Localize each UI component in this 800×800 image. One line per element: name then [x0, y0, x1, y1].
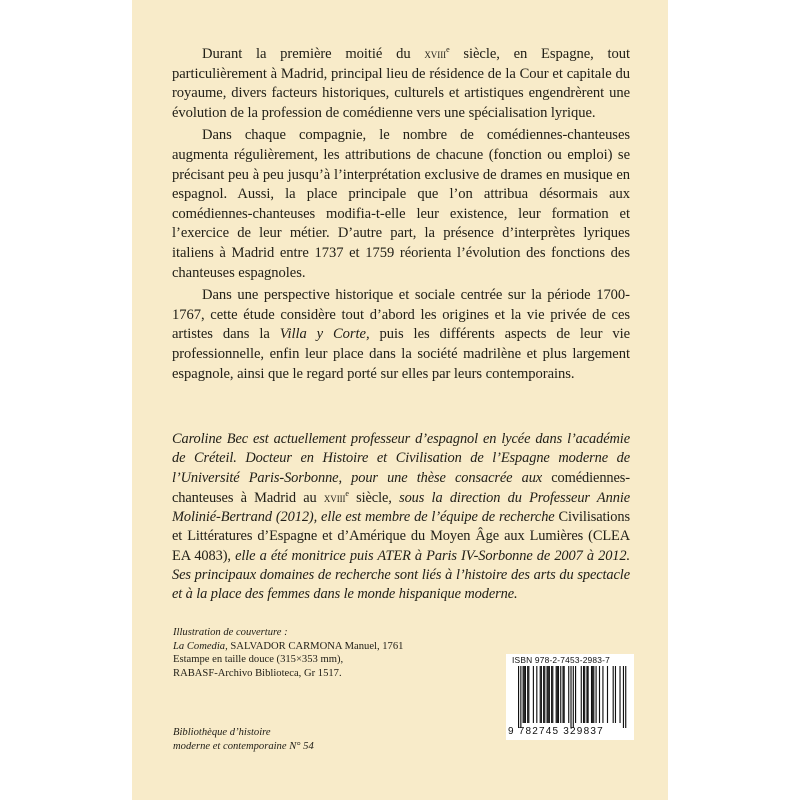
barcode-bar	[536, 666, 537, 723]
barcode-bar	[625, 666, 626, 728]
barcode-bar	[584, 666, 585, 723]
isbn-label: ISBN 978-2-7453-2983-7	[512, 655, 610, 665]
barcode-bar	[543, 666, 544, 723]
barcode-bar	[528, 666, 529, 723]
barcode-bar	[524, 666, 525, 723]
barcode-bar	[602, 666, 603, 723]
barcode-bar	[575, 666, 576, 723]
barcode-bar	[564, 666, 565, 723]
barcode-bar	[560, 666, 561, 723]
barcode-bar	[586, 666, 587, 723]
collection-name: Bibliothèque d’histoire moderne et contemporaine N° 54	[173, 727, 314, 752]
summary-paragraph-2: Dans chaque compagnie, le nombre de comédiennes-chanteuses augmenta régulièrement, les attributions de chacune (fonction ou emploi) se précisant peu à peu jusqu’à l’interprétation exclusive de drames en musique en espagnol. Aussi, la place principale que l’on attribua désormais aux comédiennes-chanteuses modifia-t-elle leur existence, leur formation et l’exercice de leur métier. D’autre part, la présence d’interprètes lyriques italiens à Madrid entre 1737 et 1759 réorienta l’évolution des fonctions des chanteuses espagnoles.	[172, 127, 630, 281]
barcode-bar	[581, 666, 582, 723]
barcode-bar	[591, 666, 592, 723]
barcode-bar	[615, 666, 616, 723]
barcode-bar	[557, 666, 558, 723]
barcode-bar	[520, 666, 521, 728]
barcode-bar	[623, 666, 624, 728]
barcode-bar	[544, 666, 545, 723]
barcode-bar	[523, 666, 524, 723]
summary-text	[172, 44, 630, 386]
credits-source: RABASF-Archivo Biblioteca, Gr 1517.	[173, 667, 342, 679]
credits-heading: Illustration de couverture :	[173, 627, 288, 638]
barcode-bar	[518, 666, 519, 728]
credits-artwork: La Comedia, SALVADOR CARMONA Manuel, 1761	[173, 640, 404, 652]
barcode-bar	[551, 666, 552, 723]
barcode-bars	[510, 666, 630, 728]
barcode-bar	[583, 666, 584, 723]
barcode-bar	[596, 666, 597, 723]
barcode-bar	[558, 666, 559, 723]
barcode-bar	[562, 666, 563, 723]
barcode-bar	[570, 666, 571, 728]
barcode-bar	[541, 666, 542, 723]
barcode-bar	[619, 666, 620, 723]
barcode-bar	[552, 666, 553, 723]
isbn-barcode	[506, 654, 634, 740]
barcode-bar	[556, 666, 557, 723]
barcode-bar	[613, 666, 614, 723]
barcode-bar	[588, 666, 589, 723]
barcode-bar	[549, 666, 550, 723]
barcode-bar	[547, 666, 548, 723]
author-biography: Caroline Bec est actuellement professeur d’espagnol en lycée dans l’académie de Créteil. Docteur en Histoire et Civilisation de l’Espagne moderne de l’Université Paris-Sorbonne, pour une thèse consacrée aux comédiennes-chanteuses à Madrid au xviii$^e$ siècle, sous la direction du Professeur Annie Molinié-Bertrand (2012), elle est membre de l’équipe de recherche Civilisations et Littératures d’Espagne et d’Amérique du Moyen Âge aux Lumières (CLEA EA 4083), elle a été monitrice puis ATER à Paris IV-Sorbonne de 2007 à 2012. Ses principaux domaines de recherche sont liés à l’histoire des arts du spectacle et à la place des femmes dans le monde hispanique moderne.	[172, 431, 630, 603]
summary-paragraph-1: Durant la première moitié du xviii$^e$ siècle, en Espagne, tout particulièrement à Madrid, principal lieu de résidence de la Cour et capitale du royaume, divers facteurs historiques, culturels et artistiques engendrèrent une évolution de la profession de comédienne vers une spécialisation lyrique.	[172, 45, 630, 121]
cover-illustration-credits	[173, 626, 443, 680]
barcode-bar	[573, 666, 574, 728]
barcode-bar	[527, 666, 528, 723]
barcode-bar	[568, 666, 569, 723]
credits-technique: Estampe en taille douce (315×353 mm),	[173, 654, 344, 666]
barcode-bar	[592, 666, 593, 723]
barcode-digits: 9 782745 329837	[508, 726, 604, 737]
barcode-bar	[533, 666, 534, 723]
barcode-bar	[548, 666, 549, 723]
barcode-bar	[599, 666, 600, 723]
barcode-bar	[593, 666, 594, 723]
barcode-bar	[540, 666, 541, 723]
barcode-bar	[525, 666, 526, 723]
summary-paragraph-3: Dans une perspective historique et sociale centrée sur la période 1700-1767, cette étude considère tout d’abord les origines et la vie privée de ces artistes dans la Villa y Corte, puis les différents aspects de leur vie professionnelle, enfin leur place dans la société madrilène et plus largement espagnole, ainsi que le regard porté sur elles par leurs contemporains.	[172, 287, 631, 382]
barcode-bar	[607, 666, 608, 723]
